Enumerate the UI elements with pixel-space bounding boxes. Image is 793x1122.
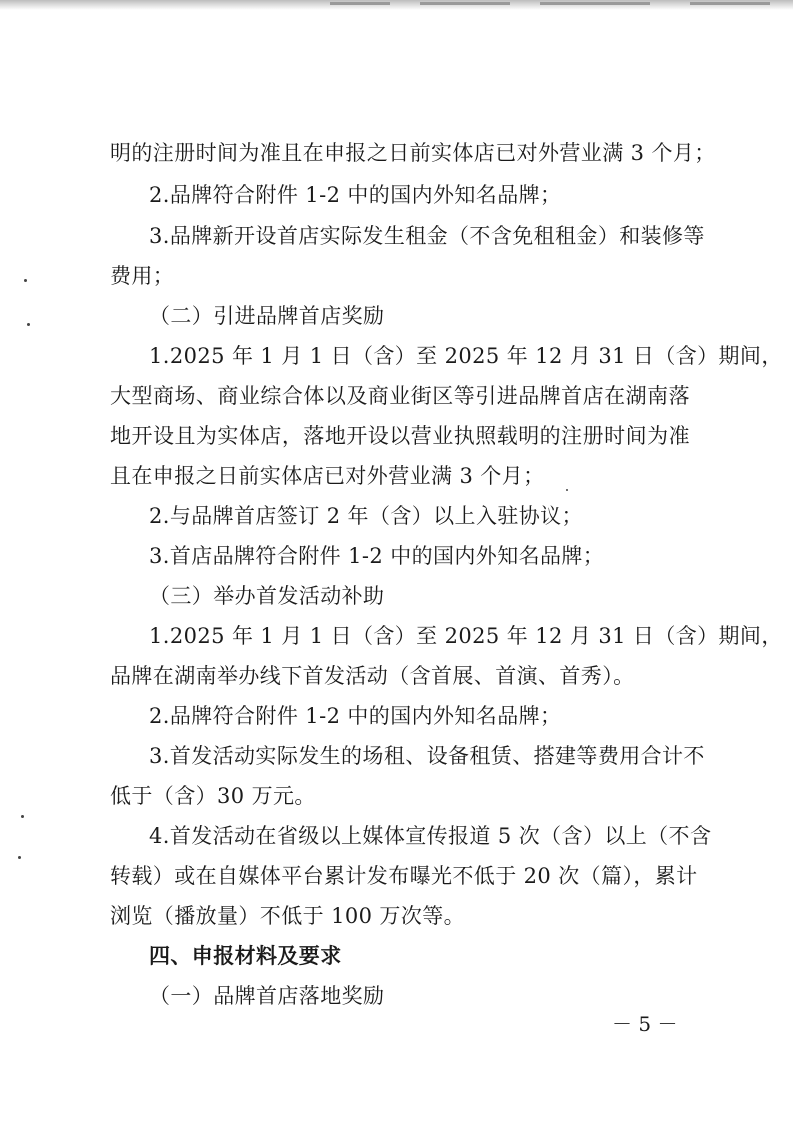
scan-speck bbox=[27, 323, 30, 326]
scan-speck bbox=[21, 815, 24, 818]
text-line-18: 4.首发活动在省级以上媒体宣传报道 5 次（含）以上（不含 bbox=[149, 824, 712, 848]
text-line-8: 地开设且为实体店，落地开设以营业执照载明的注册时间为准 bbox=[110, 424, 690, 448]
text-line-2: 2.品牌符合附件 1-2 中的国内外知名品牌； bbox=[149, 183, 562, 207]
scan-speck bbox=[566, 489, 568, 491]
text-line-1: 明的注册时间为准且在申报之日前实体店已对外营业满 3 个月； bbox=[110, 141, 716, 165]
text-line-17: 低于（含）30 万元。 bbox=[110, 784, 316, 808]
scan-speck bbox=[24, 279, 27, 282]
text-line-15: 2.品牌符合附件 1-2 中的国内外知名品牌； bbox=[149, 704, 562, 728]
text-line-3: 3.品牌新开设首店实际发生租金（不含免租租金）和装修等 bbox=[149, 224, 705, 248]
text-line-19: 转载）或在自媒体平台累计发布曝光不低于 20 次（篇），累计 bbox=[110, 864, 698, 888]
subheading-4-1: （一）品牌首店落地奖励 bbox=[149, 984, 385, 1008]
text-line-6: 1.2025 年 1 月 1 日（含）至 2025 年 12 月 31 日（含）期间， bbox=[149, 344, 783, 368]
section-heading-4: 四、申报材料及要求 bbox=[149, 944, 342, 968]
text-line-16: 3.首发活动实际发生的场租、设备租赁、搭建等费用合计不 bbox=[149, 744, 705, 768]
subheading-3: （三）举办首发活动补助 bbox=[149, 584, 385, 608]
text-line-14: 品牌在湖南举办线下首发活动（含首展、首演、首秀）。 bbox=[110, 664, 635, 688]
text-line-13: 1.2025 年 1 月 1 日（含）至 2025 年 12 月 31 日（含）期间， bbox=[149, 624, 783, 648]
text-line-9: 且在申报之日前实体店已对外营业满 3 个月； bbox=[110, 464, 545, 488]
text-line-7: 大型商场、商业综合体以及商业街区等引进品牌首店在湖南落 bbox=[110, 384, 690, 408]
page-number: － 5 － bbox=[612, 1012, 678, 1036]
text-line-11: 3.首店品牌符合附件 1-2 中的国内外知名品牌； bbox=[149, 544, 605, 568]
subheading-2: （二）引进品牌首店奖励 bbox=[149, 304, 385, 328]
text-line-20: 浏览（播放量）不低于 100 万次等。 bbox=[110, 904, 466, 928]
text-line-10: 2.与品牌首店签订 2 年（含）以上入驻协议； bbox=[149, 504, 583, 528]
text-line-4: 费用； bbox=[110, 264, 175, 288]
scan-speck bbox=[18, 856, 21, 859]
